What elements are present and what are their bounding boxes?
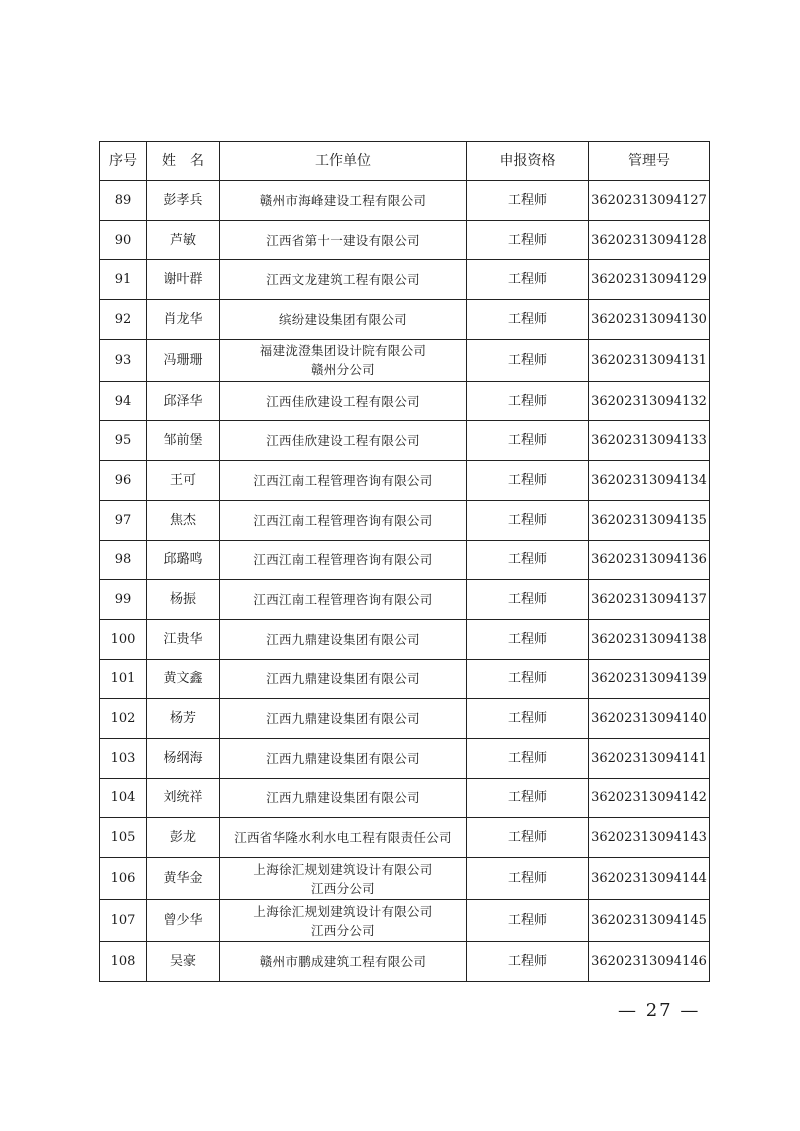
cell-index: 102 — [100, 699, 147, 739]
cell-company — [220, 421, 467, 461]
header-name: 姓 名 — [147, 142, 220, 181]
company-line: 福建泷澄集团设计院有限公司 — [259, 343, 427, 359]
table-row — [100, 421, 710, 461]
page-number: — 27 — — [618, 1000, 701, 1021]
cell-index: 105 — [100, 818, 147, 858]
cell-name: 曾少华 — [147, 900, 220, 942]
cell-company — [220, 500, 467, 540]
cell-name: 邱泽华 — [147, 381, 220, 421]
cell-qualification: 工程师 — [467, 778, 589, 818]
company-line: 江西九鼎建设集团有限公司 — [266, 790, 420, 806]
cell-index: 96 — [100, 461, 147, 501]
cell-name: 黄文鑫 — [147, 659, 220, 699]
company-line: 江西佳欣建设工程有限公司 — [266, 433, 420, 449]
qualification-roster-table — [99, 141, 710, 982]
cell-name: 肖龙华 — [147, 300, 220, 340]
cell-qualification: 工程师 — [467, 900, 589, 942]
cell-qualification: 工程师 — [467, 942, 589, 982]
company-line: 江西分公司 — [310, 880, 375, 896]
cell-qualification: 工程师 — [467, 181, 589, 221]
cell-qualification: 工程师 — [467, 659, 589, 699]
cell-mgmt-no: 36202313094144 — [589, 858, 710, 900]
cell-name: 谢叶群 — [147, 260, 220, 300]
cell-mgmt-no: 36202313094129 — [589, 260, 710, 300]
company-line: 江西佳欣建设工程有限公司 — [266, 393, 420, 409]
cell-mgmt-no: 36202313094127 — [589, 181, 710, 221]
header-index: 序号 — [100, 142, 147, 181]
cell-qualification: 工程师 — [467, 381, 589, 421]
cell-company — [220, 339, 467, 381]
cell-mgmt-no: 36202313094130 — [589, 300, 710, 340]
cell-qualification: 工程师 — [467, 260, 589, 300]
cell-company — [220, 738, 467, 778]
cell-qualification: 工程师 — [467, 699, 589, 739]
table-row — [100, 818, 710, 858]
cell-name: 杨芳 — [147, 699, 220, 739]
table-row — [100, 699, 710, 739]
cell-index: 97 — [100, 500, 147, 540]
company-line: 江西九鼎建设集团有限公司 — [266, 750, 420, 766]
company-line: 江西文龙建筑工程有限公司 — [266, 272, 420, 288]
cell-mgmt-no: 36202313094143 — [589, 818, 710, 858]
header-company: 工作单位 — [220, 142, 467, 181]
cell-name: 冯珊珊 — [147, 339, 220, 381]
table-row — [100, 461, 710, 501]
cell-company — [220, 818, 467, 858]
cell-index: 99 — [100, 580, 147, 620]
cell-name: 黄华金 — [147, 858, 220, 900]
cell-company — [220, 260, 467, 300]
cell-company — [220, 181, 467, 221]
cell-name: 邱璐鸣 — [147, 540, 220, 580]
table-row — [100, 381, 710, 421]
cell-company — [220, 619, 467, 659]
table-row — [100, 778, 710, 818]
cell-index: 94 — [100, 381, 147, 421]
cell-mgmt-no: 36202313094146 — [589, 942, 710, 982]
company-line: 上海徐汇规划建筑设计有限公司 — [253, 903, 433, 919]
cell-name: 焦杰 — [147, 500, 220, 540]
table-row — [100, 300, 710, 340]
table-row — [100, 260, 710, 300]
cell-name: 彭孝兵 — [147, 181, 220, 221]
cell-mgmt-no: 36202313094139 — [589, 659, 710, 699]
company-line: 江西省第十一建设有限公司 — [266, 232, 420, 248]
cell-mgmt-no: 36202313094135 — [589, 500, 710, 540]
company-line: 江西分公司 — [310, 922, 375, 938]
cell-index: 90 — [100, 220, 147, 260]
cell-company — [220, 220, 467, 260]
cell-index: 95 — [100, 421, 147, 461]
table-row — [100, 942, 710, 982]
table-row — [100, 500, 710, 540]
table-row — [100, 659, 710, 699]
cell-qualification: 工程师 — [467, 461, 589, 501]
table-row — [100, 619, 710, 659]
cell-company — [220, 900, 467, 942]
cell-company — [220, 540, 467, 580]
cell-name: 江贵华 — [147, 619, 220, 659]
cell-mgmt-no: 36202313094141 — [589, 738, 710, 778]
cell-index: 103 — [100, 738, 147, 778]
table-body — [100, 181, 710, 982]
company-line: 江西省华隆水利水电工程有限责任公司 — [234, 830, 452, 846]
cell-company — [220, 858, 467, 900]
company-line: 江西九鼎建设集团有限公司 — [266, 711, 420, 727]
cell-name: 王可 — [147, 461, 220, 501]
cell-company — [220, 381, 467, 421]
company-line: 江西江南工程管理咨询有限公司 — [253, 472, 433, 488]
cell-mgmt-no: 36202313094140 — [589, 699, 710, 739]
company-line: 江西九鼎建设集团有限公司 — [266, 671, 420, 687]
cell-qualification: 工程师 — [467, 738, 589, 778]
cell-qualification: 工程师 — [467, 858, 589, 900]
cell-qualification: 工程师 — [467, 818, 589, 858]
cell-index: 92 — [100, 300, 147, 340]
cell-qualification: 工程师 — [467, 300, 589, 340]
header-qualification: 申报资格 — [467, 142, 589, 181]
company-line: 江西江南工程管理咨询有限公司 — [253, 552, 433, 568]
company-line: 赣州市海峰建设工程有限公司 — [259, 192, 427, 208]
cell-company — [220, 659, 467, 699]
cell-mgmt-no: 36202313094142 — [589, 778, 710, 818]
cell-index: 89 — [100, 181, 147, 221]
cell-index: 93 — [100, 339, 147, 381]
company-line: 缤纷建设集团有限公司 — [278, 311, 407, 327]
cell-company — [220, 942, 467, 982]
cell-index: 108 — [100, 942, 147, 982]
cell-index: 106 — [100, 858, 147, 900]
cell-index: 107 — [100, 900, 147, 942]
table-row — [100, 580, 710, 620]
cell-mgmt-no: 36202313094136 — [589, 540, 710, 580]
company-line: 赣州分公司 — [310, 362, 375, 378]
table-row — [100, 181, 710, 221]
table-header-row — [100, 142, 710, 181]
cell-index: 100 — [100, 619, 147, 659]
cell-qualification: 工程师 — [467, 339, 589, 381]
company-line: 江西江南工程管理咨询有限公司 — [253, 512, 433, 528]
cell-company — [220, 300, 467, 340]
cell-company — [220, 699, 467, 739]
cell-index: 98 — [100, 540, 147, 580]
table-row — [100, 900, 710, 942]
company-line: 江西江南工程管理咨询有限公司 — [253, 592, 433, 608]
cell-mgmt-no: 36202313094137 — [589, 580, 710, 620]
cell-mgmt-no: 36202313094131 — [589, 339, 710, 381]
table-row — [100, 858, 710, 900]
cell-index: 91 — [100, 260, 147, 300]
cell-qualification: 工程师 — [467, 540, 589, 580]
cell-mgmt-no: 36202313094138 — [589, 619, 710, 659]
cell-qualification: 工程师 — [467, 220, 589, 260]
cell-mgmt-no: 36202313094134 — [589, 461, 710, 501]
cell-name: 芦敏 — [147, 220, 220, 260]
cell-mgmt-no: 36202313094133 — [589, 421, 710, 461]
table-row — [100, 738, 710, 778]
table-row — [100, 540, 710, 580]
cell-qualification: 工程师 — [467, 619, 589, 659]
cell-company — [220, 461, 467, 501]
company-line: 上海徐汇规划建筑设计有限公司 — [253, 861, 433, 877]
company-line: 赣州市鹏成建筑工程有限公司 — [259, 953, 427, 969]
cell-name: 吴豪 — [147, 942, 220, 982]
cell-name: 杨振 — [147, 580, 220, 620]
cell-qualification: 工程师 — [467, 421, 589, 461]
cell-name: 杨纲海 — [147, 738, 220, 778]
cell-company — [220, 778, 467, 818]
table-row — [100, 220, 710, 260]
cell-mgmt-no: 36202313094132 — [589, 381, 710, 421]
table-row — [100, 339, 710, 381]
cell-index: 104 — [100, 778, 147, 818]
header-mgmt-no: 管理号 — [589, 142, 710, 181]
cell-mgmt-no: 36202313094145 — [589, 900, 710, 942]
cell-name: 邹前堡 — [147, 421, 220, 461]
cell-qualification: 工程师 — [467, 500, 589, 540]
cell-index: 101 — [100, 659, 147, 699]
cell-qualification: 工程师 — [467, 580, 589, 620]
company-line: 江西九鼎建设集团有限公司 — [266, 631, 420, 647]
cell-name: 刘统祥 — [147, 778, 220, 818]
cell-name: 彭龙 — [147, 818, 220, 858]
cell-mgmt-no: 36202313094128 — [589, 220, 710, 260]
cell-company — [220, 580, 467, 620]
